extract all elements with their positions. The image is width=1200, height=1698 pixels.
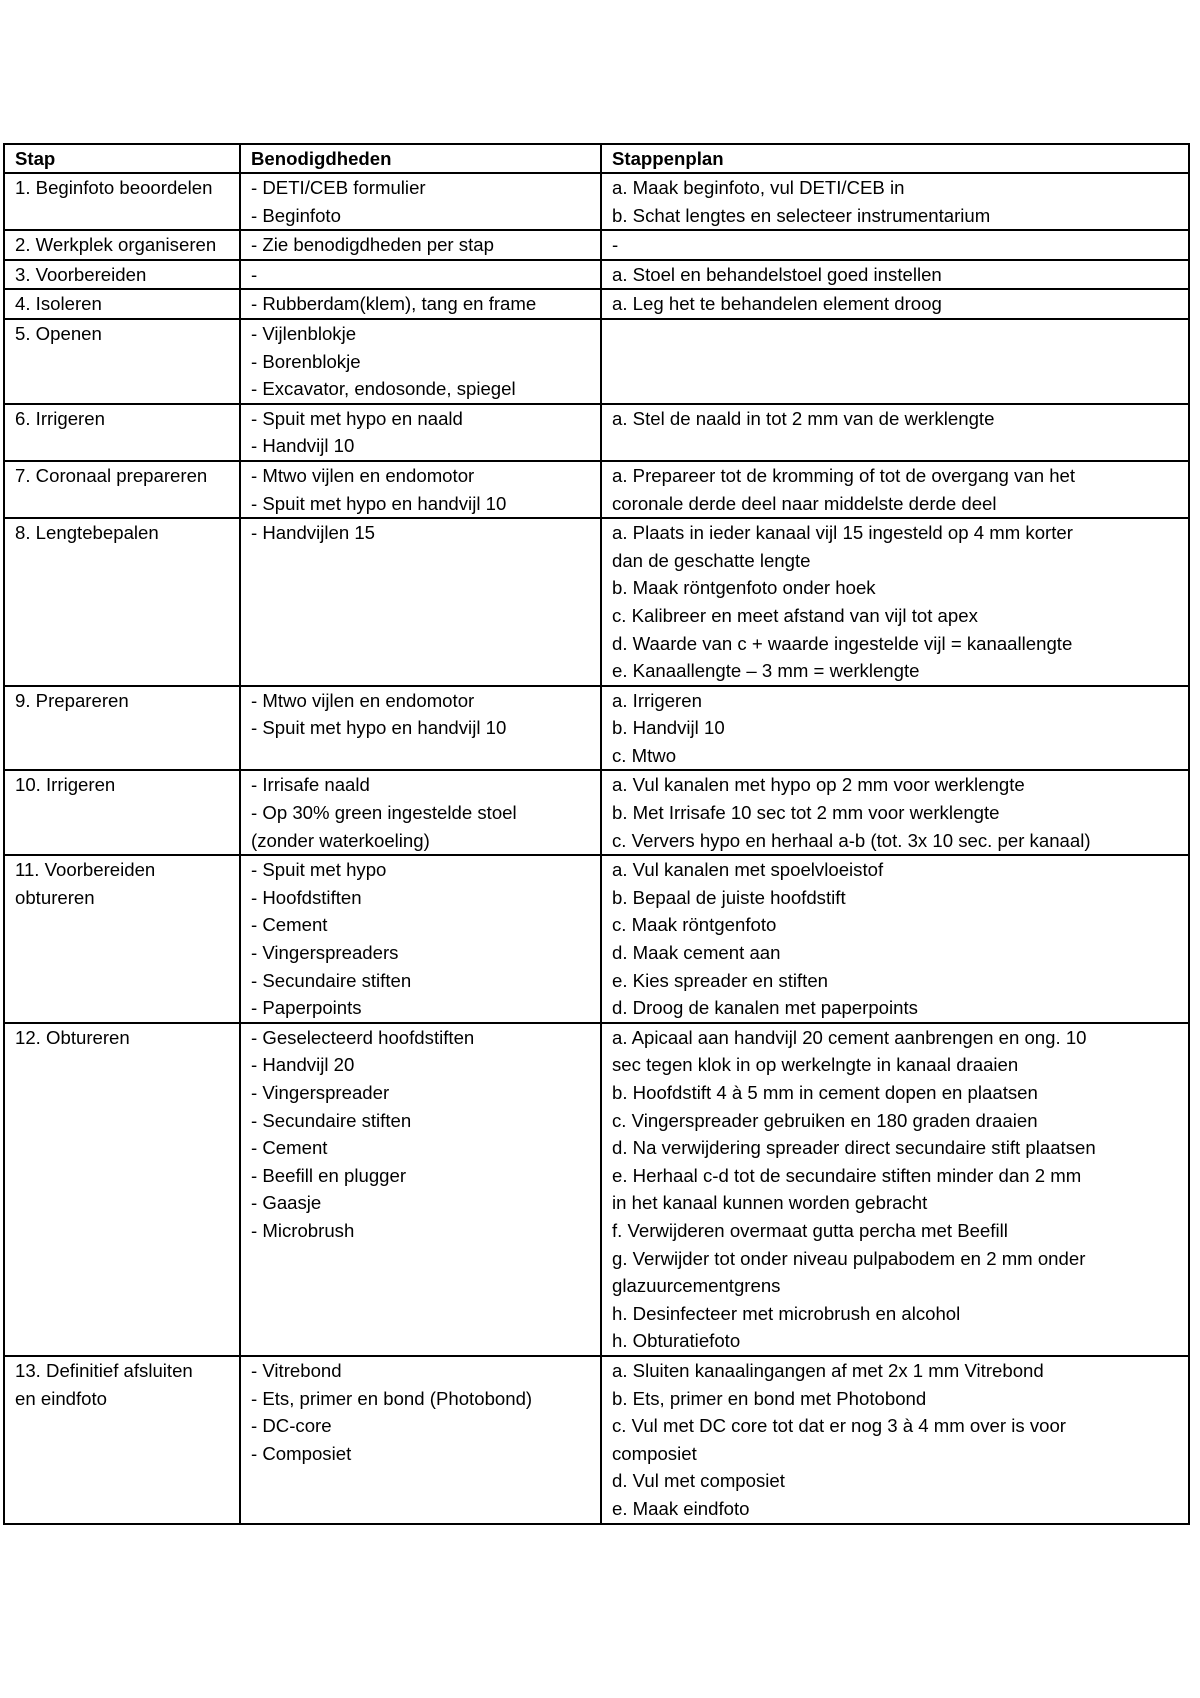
cell-stap-line: 7. Coronaal prepareren — [15, 464, 208, 486]
table-row — [4, 319, 1189, 404]
cell-benodigdheden-line: - Spuit met hypo en handvijl 10 — [251, 717, 507, 739]
cell-stappenplan — [601, 770, 1189, 855]
cell-benodigdheden-line: - Ets, primer en bond (Photobond) — [251, 1387, 533, 1409]
cell-benodigdheden-line: - Borenblokje — [251, 350, 361, 372]
cell-benodigdheden-line: (zonder waterkoeling) — [251, 829, 430, 851]
cell-stappenplan-line: e. Kies spreader en stiften — [612, 969, 829, 991]
table-row — [4, 855, 1189, 1023]
cell-stap — [4, 518, 240, 686]
cell-stap-line: obtureren — [15, 886, 95, 908]
cell-stappenplan-line: a. Prepareer tot de kromming of tot de overgang van het — [612, 464, 1076, 486]
cell-benodigdheden-line: - Beefill en plugger — [251, 1164, 407, 1186]
cell-stap-line: 9. Prepareren — [15, 689, 129, 711]
cell-benodigdheden-line: - Irrisafe naald — [251, 774, 370, 796]
header-stap: Stap — [4, 144, 240, 173]
cell-benodigdheden-line: - Composiet — [251, 1442, 352, 1464]
cell-stappenplan — [601, 855, 1189, 1023]
cell-stappenplan — [601, 404, 1189, 461]
cell-benodigdheden — [240, 404, 601, 461]
cell-stappenplan — [601, 1356, 1189, 1524]
table-row — [4, 770, 1189, 855]
cell-benodigdheden-line: - Spuit met hypo en naald — [251, 407, 463, 429]
cell-stappenplan-line: g. Verwijder tot onder niveau pulpabodem en 2 mm onder — [612, 1247, 1086, 1269]
table-row — [4, 260, 1189, 290]
cell-stappenplan — [601, 461, 1189, 518]
cell-stappenplan-line: b. Bepaal de juiste hoofdstift — [612, 886, 846, 908]
cell-stappenplan-line: glazuurcementgrens — [612, 1275, 781, 1297]
cell-stappenplan-line: d. Na verwijdering spreader direct secundaire stift plaatsen — [612, 1137, 1096, 1159]
cell-stappenplan-line: c. Ververs hypo en herhaal a-b (tot. 3x 10 sec. per kanaal) — [612, 829, 1091, 851]
table-row — [4, 173, 1189, 230]
cell-stap — [4, 319, 240, 404]
cell-stappenplan-line: in het kanaal kunnen worden gebracht — [612, 1192, 928, 1214]
cell-stappenplan-line: b. Schat lengtes en selecteer instrumentarium — [612, 204, 991, 226]
cell-stap — [4, 686, 240, 771]
cell-stappenplan-line: a. Apicaal aan handvijl 20 cement aanbrengen en ong. 10 — [612, 1026, 1087, 1048]
cell-stap — [4, 461, 240, 518]
cell-stappenplan-line: e. Maak eindfoto — [612, 1497, 750, 1519]
cell-stap — [4, 770, 240, 855]
cell-benodigdheden-line: - Excavator, endosonde, spiegel — [251, 378, 516, 400]
cell-benodigdheden-line: - Microbrush — [251, 1219, 355, 1241]
cell-benodigdheden-line: - Cement — [251, 914, 328, 936]
cell-stappenplan-line: b. Hoofdstift 4 à 5 mm in cement dopen en plaatsen — [612, 1082, 1038, 1103]
cell-benodigdheden — [240, 686, 601, 771]
cell-stap-line: 2. Werkplek organiseren — [15, 234, 217, 256]
cell-benodigdheden-line: - Secundaire stiften — [251, 1109, 412, 1131]
cell-stappenplan-line: a. Vul kanalen met hypo op 2 mm voor werklengte — [612, 774, 1025, 796]
cell-stappenplan-line: a. Sluiten kanaalingangen af met 2x 1 mm Vitrebond — [612, 1359, 1044, 1381]
cell-benodigdheden-line: - Hoofdstiften — [251, 886, 362, 908]
cell-benodigdheden — [240, 461, 601, 518]
cell-stappenplan-line: d. Maak cement aan — [612, 942, 781, 964]
cell-benodigdheden-line: - Handvijl 20 — [251, 1054, 355, 1076]
cell-benodigdheden — [240, 518, 601, 686]
cell-benodigdheden — [240, 1356, 601, 1524]
cell-benodigdheden-line: - Vingerspreaders — [251, 942, 399, 964]
cell-stap-line: 13. Definitief afsluiten — [15, 1359, 193, 1381]
cell-benodigdheden — [240, 855, 601, 1023]
table-body — [4, 173, 1189, 1524]
cell-stappenplan-line: h. Obturatiefoto — [612, 1330, 741, 1352]
cell-benodigdheden-line: - Secundaire stiften — [251, 969, 412, 991]
cell-stappenplan — [601, 518, 1189, 686]
cell-benodigdheden — [240, 319, 601, 404]
cell-benodigdheden-line: - Gaasje — [251, 1192, 322, 1214]
cell-stap-line: 11. Voorbereiden — [15, 859, 156, 881]
cell-benodigdheden — [240, 260, 601, 290]
cell-stappenplan-line: c. Maak röntgenfoto — [612, 914, 777, 936]
cell-stappenplan-line: - — [612, 234, 619, 256]
table-row — [4, 289, 1189, 319]
cell-stappenplan-line: d. Waarde van c + waarde ingestelde vijl = kanaallengte — [612, 632, 1073, 654]
cell-stappenplan-line: a. Stoel en behandelstoel goed instellen — [612, 263, 942, 285]
cell-stappenplan — [601, 289, 1189, 319]
table-row — [4, 461, 1189, 518]
cell-benodigdheden-line: - Rubberdam(klem), tang en frame — [251, 293, 537, 315]
cell-stap-line: 5. Openen — [15, 322, 102, 344]
protocol-table — [3, 143, 1190, 1525]
cell-benodigdheden-line: - Spuit met hypo — [251, 859, 387, 881]
cell-stappenplan-line: a. Plaats in ieder kanaal vijl 15 ingesteld op 4 mm korter — [612, 522, 1073, 544]
cell-stappenplan-line: coronale derde deel naar middelste derde deel — [612, 492, 997, 514]
cell-stappenplan-line: d. Vul met composiet — [612, 1470, 785, 1492]
cell-benodigdheden-line: - Vijlenblokje — [251, 322, 357, 344]
cell-benodigdheden-line: - Paperpoints — [251, 997, 362, 1019]
table-row — [4, 1356, 1189, 1524]
cell-stappenplan-line: e. Herhaal c-d tot de secundaire stiften minder dan 2 mm — [612, 1164, 1082, 1186]
cell-benodigdheden-line: - Beginfoto — [251, 204, 341, 226]
cell-benodigdheden — [240, 173, 601, 230]
cell-benodigdheden — [240, 770, 601, 855]
table-row — [4, 518, 1189, 686]
cell-benodigdheden-line: - Vitrebond — [251, 1359, 342, 1381]
cell-benodigdheden-line: - Geselecteerd hoofdstiften — [251, 1026, 475, 1048]
cell-stappenplan-line: f. Verwijderen overmaat gutta percha met Beefill — [612, 1219, 1008, 1241]
cell-stappenplan-line: a. Vul kanalen met spoelvloeistof — [612, 859, 884, 881]
cell-stappenplan-line: a. Stel de naald in tot 2 mm van de werklengte — [612, 407, 995, 429]
cell-stap-line: 8. Lengtebepalen — [15, 522, 159, 544]
cell-stap — [4, 1356, 240, 1524]
cell-benodigdheden — [240, 289, 601, 319]
cell-stappenplan-line: h. Desinfecteer met microbrush en alcohol — [612, 1302, 961, 1324]
cell-stap — [4, 1023, 240, 1356]
cell-stap — [4, 260, 240, 290]
cell-stappenplan-line: sec tegen klok in op werkelngte in kanaal draaien — [612, 1054, 1019, 1076]
cell-benodigdheden-line: - Vingerspreader — [251, 1082, 390, 1103]
cell-stap-line: 4. Isoleren — [15, 293, 102, 315]
cell-benodigdheden-line: - Spuit met hypo en handvijl 10 — [251, 492, 507, 514]
cell-stappenplan-line: d. Droog de kanalen met paperpoints — [612, 997, 918, 1019]
cell-stappenplan — [601, 260, 1189, 290]
table-row — [4, 230, 1189, 260]
cell-stappenplan-line: b. Handvijl 10 — [612, 717, 725, 739]
cell-benodigdheden-line: - — [251, 263, 258, 285]
cell-stap — [4, 404, 240, 461]
cell-stappenplan — [601, 686, 1189, 771]
header-row — [4, 144, 1189, 173]
cell-stappenplan — [601, 230, 1189, 260]
cell-stappenplan-line: b. Ets, primer en bond met Photobond — [612, 1387, 927, 1409]
cell-benodigdheden — [240, 230, 601, 260]
header-stappenplan: Stappenplan — [601, 144, 1189, 173]
cell-stap — [4, 173, 240, 230]
cell-stap-line: 6. Irrigeren — [15, 407, 105, 429]
cell-stappenplan-line: a. Irrigeren — [612, 689, 702, 711]
cell-stap — [4, 230, 240, 260]
cell-benodigdheden — [240, 1023, 601, 1356]
table-row — [4, 686, 1189, 771]
cell-benodigdheden-line: - Cement — [251, 1137, 328, 1159]
cell-benodigdheden-line: - DETI/CEB formulier — [251, 177, 426, 198]
cell-stappenplan-line: composiet — [612, 1442, 697, 1464]
cell-stappenplan-line: dan de geschatte lengte — [612, 549, 811, 571]
cell-benodigdheden-line: - Zie benodigdheden per stap — [251, 234, 494, 256]
cell-stap-line: 10. Irrigeren — [15, 774, 116, 796]
cell-stappenplan-line: c. Kalibreer en meet afstand van vijl tot apex — [612, 604, 978, 626]
header-benodigdheden: Benodigdheden — [240, 144, 601, 173]
cell-stap — [4, 289, 240, 319]
cell-stappenplan-line: c. Mtwo — [612, 744, 677, 766]
cell-stappenplan-line: a. Maak beginfoto, vul DETI/CEB in — [612, 177, 905, 198]
cell-stap — [4, 855, 240, 1023]
cell-benodigdheden-line: - Handvijlen 15 — [251, 522, 376, 544]
cell-stappenplan-line: b. Met Irrisafe 10 sec tot 2 mm voor werklengte — [612, 802, 1000, 824]
cell-stappenplan — [601, 173, 1189, 230]
cell-benodigdheden-line: - Mtwo vijlen en endomotor — [251, 689, 475, 711]
cell-benodigdheden-line: - DC-core — [251, 1415, 332, 1437]
table-row — [4, 404, 1189, 461]
cell-stap-line: 12. Obtureren — [15, 1026, 130, 1048]
cell-stap-line: en eindfoto — [15, 1387, 108, 1409]
cell-stappenplan-line: b. Maak röntgenfoto onder hoek — [612, 577, 876, 599]
cell-benodigdheden-line: - Mtwo vijlen en endomotor — [251, 464, 475, 486]
cell-stappenplan — [601, 319, 1189, 404]
cell-stappenplan — [601, 1023, 1189, 1356]
cell-benodigdheden-line: - Op 30% green ingestelde stoel — [251, 802, 517, 824]
cell-stap-line: 1. Beginfoto beoordelen — [15, 177, 213, 198]
cell-stap-line: 3. Voorbereiden — [15, 263, 147, 285]
cell-stappenplan-line: c. Vul met DC core tot dat er nog 3 à 4 mm over is voor — [612, 1415, 1067, 1437]
cell-stappenplan-line: c. Vingerspreader gebruiken en 180 graden draaien — [612, 1109, 1038, 1131]
table-row — [4, 1023, 1189, 1356]
cell-stappenplan-line: e. Kanaallengte – 3 mm = werklengte — [612, 660, 920, 682]
cell-benodigdheden-line: - Handvijl 10 — [251, 435, 355, 457]
cell-stappenplan-line: a. Leg het te behandelen element droog — [612, 293, 942, 315]
